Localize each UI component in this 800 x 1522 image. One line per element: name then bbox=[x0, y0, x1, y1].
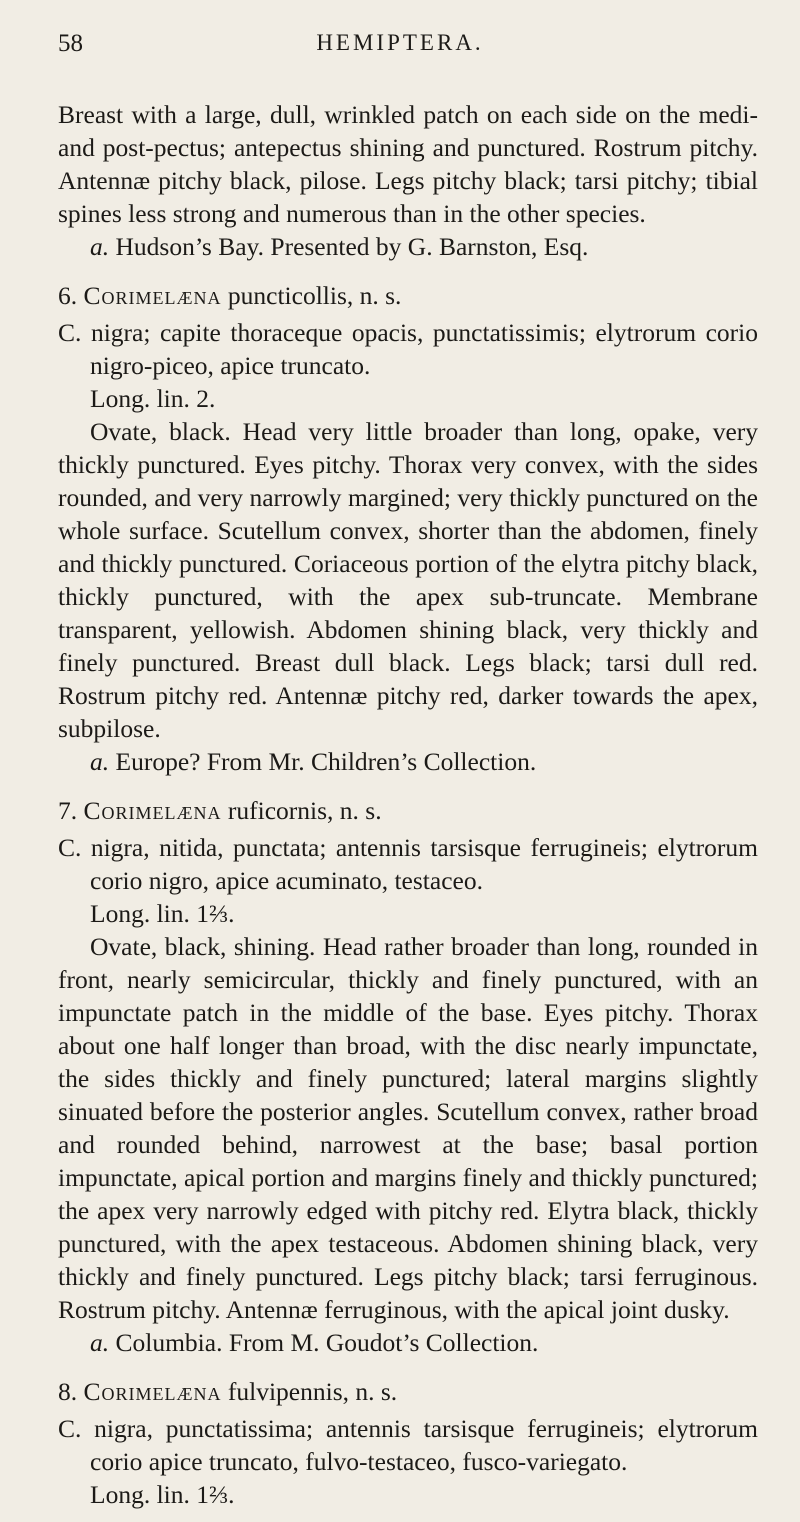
entry-number: 8. bbox=[58, 1377, 78, 1406]
entry-number: 7. bbox=[58, 796, 78, 825]
genus-name: Corimelæna bbox=[83, 281, 222, 310]
intro-description: Breast with a large, dull, wrinkled patch on each side on the medi- and post-pectus; antepectus shining and punctured. Rostrum pitchy. Antennæ pitchy black, pilose. Legs pitchy black; tarsi pitchy; tibial spines less strong and numerous than in the other species. bbox=[58, 100, 758, 228]
species-name: ruficornis, n. s. bbox=[227, 796, 382, 825]
latin-diagnosis-7: C. nigra, nitida, punctata; antennis tarsisque ferrugineis; elytrorum corio nigro, apice acuminato, testaceo. bbox=[58, 833, 758, 895]
locality-6 bbox=[58, 745, 758, 778]
locality-letter: a. bbox=[90, 747, 110, 776]
page-body bbox=[58, 98, 758, 1511]
latin-diagnosis-8: C. nigra, punctatissima; antennis tarsisque ferrugineis; elytrorum corio apice truncato, fulvo-testaceo, fusco-variegato. bbox=[58, 1414, 758, 1476]
locality-letter: a. bbox=[90, 232, 110, 261]
species-heading-6 bbox=[58, 279, 758, 312]
length-7: Long. lin. 1⅔. bbox=[90, 899, 235, 928]
species-heading-7 bbox=[58, 794, 758, 827]
length-6: Long. lin. 2. bbox=[90, 384, 216, 413]
genus-name: Corimelæna bbox=[83, 796, 222, 825]
locality-text: Columbia. From M. Goudot’s Collection. bbox=[115, 1328, 539, 1357]
genus-name: Corimelæna bbox=[83, 1377, 222, 1406]
locality-7 bbox=[58, 1326, 758, 1359]
locality-letter: a. bbox=[90, 1328, 110, 1357]
description-6: Ovate, black. Head very little broader than long, opake, very thickly punctured. Eyes pitchy. Thorax very convex, with the sides rounded, and very narrowly margined; very thickly punctured on the whole surface. Scutellum convex, shorter than the abdomen, finely and thickly punctured. Coriaceous portion of the elytra pitchy black, thickly punctured, with the apex sub-truncate. Membrane transparent, yellowish. Abdomen shining black, very thickly and finely punctured. Breast dull black. Legs black; tarsi dull red. Rostrum pitchy red. Antennæ pitchy red, darker towards the apex, subpilose. bbox=[58, 417, 758, 743]
locality-text: Europe? From Mr. Children’s Collection. bbox=[115, 747, 537, 776]
running-head: HEMIPTERA. bbox=[316, 30, 484, 55]
page-number: 58 bbox=[58, 30, 83, 57]
species-heading-8 bbox=[58, 1375, 758, 1408]
intro-locality bbox=[58, 230, 758, 263]
latin-diagnosis-6: C. nigra; capite thoraceque opacis, punctatissimis; elytrorum corio nigro-piceo, apice truncato. bbox=[58, 318, 758, 380]
length-8: Long. lin. 1⅔. bbox=[90, 1480, 235, 1509]
description-7: Ovate, black, shining. Head rather broader than long, rounded in front, nearly semicircular, thickly and finely punctured, with an impunctate patch in the middle of the base. Eyes pitchy. Thorax about one half longer than broad, with the disc nearly impunctate, the sides thickly and finely punctured; lateral margins slightly sinuated before the posterior angles. Scutellum convex, rather broad and rounded behind, narrowest at the base; basal portion impunctate, apical portion and margins finely and thickly punctured; the apex very narrowly edged with pitchy red. Elytra black, thickly punctured, with the apex testaceous. Abdomen shining black, very thickly and finely punctured. Legs pitchy black; tarsi ferruginous. Rostrum pitchy. Antennæ ferruginous, with the apical joint dusky. bbox=[58, 932, 758, 1324]
entry-number: 6. bbox=[58, 281, 78, 310]
species-name: puncticollis, n. s. bbox=[227, 281, 402, 310]
species-name: fulvipennis, n. s. bbox=[227, 1377, 398, 1406]
locality-text: Hudson’s Bay. Presented by G. Barnston, Esq. bbox=[115, 232, 589, 261]
